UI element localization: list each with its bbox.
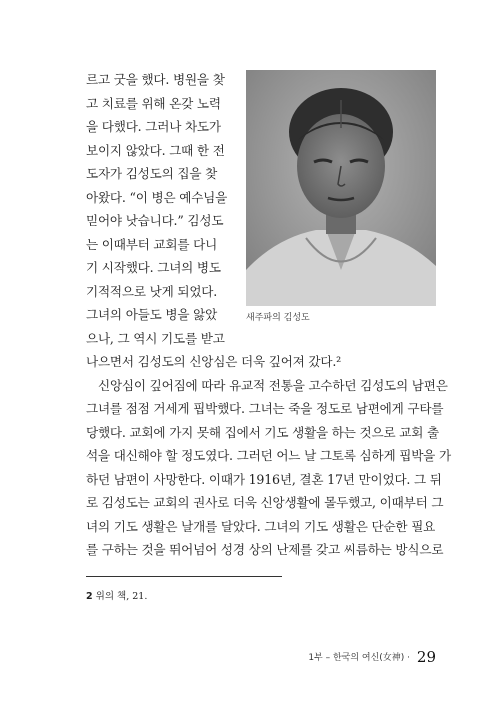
text-line: 기 시작했다. 그녀의 병도 bbox=[86, 260, 221, 275]
text-line: 신앙심이 깊어짐에 따라 유교적 전통을 고수하던 김성도의 남편은 bbox=[98, 377, 448, 393]
footnote-number: 2 bbox=[86, 591, 93, 602]
text-line: 석을 대신해야 할 정도였다. 그러던 어느 날 그토록 심하게 핍박을 가 bbox=[86, 448, 451, 463]
footnote-divider bbox=[86, 576, 282, 577]
page-footer bbox=[296, 648, 436, 666]
text-line: 아왔다. “이 병은 예수님을 bbox=[86, 189, 228, 205]
text-line: 는 이때부터 교회를 다니 bbox=[86, 236, 218, 252]
text-line: 를 구하는 것을 뛰어넘어 성경 상의 난제를 갖고 씨름하는 방식으로 bbox=[86, 542, 444, 557]
text-line: 로 김성도는 교회의 권사로 더욱 신앙생활에 몰두했고, 이때부터 그 bbox=[86, 495, 444, 510]
text-line: 믿어야 낫습니다.” 김성도 bbox=[86, 213, 224, 228]
text-line: 그녀를 점점 거세게 핍박했다. 그녀는 죽을 정도로 남편에게 구타를 bbox=[86, 401, 444, 416]
footnote-text: 위의 책, 21. bbox=[95, 591, 148, 602]
portrait-image bbox=[246, 70, 436, 306]
text-line: 그녀의 아들도 병을 앓았 bbox=[86, 307, 218, 322]
portrait-photo bbox=[246, 70, 436, 306]
footnote bbox=[86, 588, 147, 602]
text-line: 을 다했다. 그러나 차도가 bbox=[86, 119, 221, 134]
running-head: 1부 – 한국의 여신(女神) · bbox=[308, 653, 411, 663]
photo-caption: 새주파의 김성도 bbox=[246, 313, 310, 323]
text-line: 나으면서 김성도의 신앙심은 더욱 깊어져 갔다.² bbox=[86, 354, 342, 369]
text-line: 녀의 기도 생활은 날개를 달았다. 그녀의 기도 생활은 단순한 필요 bbox=[86, 518, 436, 534]
left-column-text bbox=[86, 68, 238, 350]
text-line: 으나, 그 역시 기도를 받고 bbox=[86, 330, 225, 346]
text-line: 르고 굿을 했다. 병원을 찾 bbox=[86, 72, 225, 87]
text-line: 고 치료를 위해 온갖 노력 bbox=[86, 95, 221, 111]
text-line: 보이지 않았다. 그때 한 전 bbox=[86, 142, 225, 158]
page-number: 29 bbox=[416, 648, 436, 666]
text-line: 하던 남편이 사망한다. 이때가 1916년, 결혼 17년 만이었다. 그 뒤 bbox=[86, 471, 442, 487]
body-text bbox=[86, 350, 451, 562]
text-line: 도자가 김성도의 집을 찾 bbox=[86, 166, 218, 181]
text-line: 당했다. 교회에 가지 못해 집에서 기도 생활을 하는 것으로 교회 출 bbox=[86, 424, 439, 440]
text-line: 기적적으로 낫게 되었다. bbox=[86, 283, 218, 299]
